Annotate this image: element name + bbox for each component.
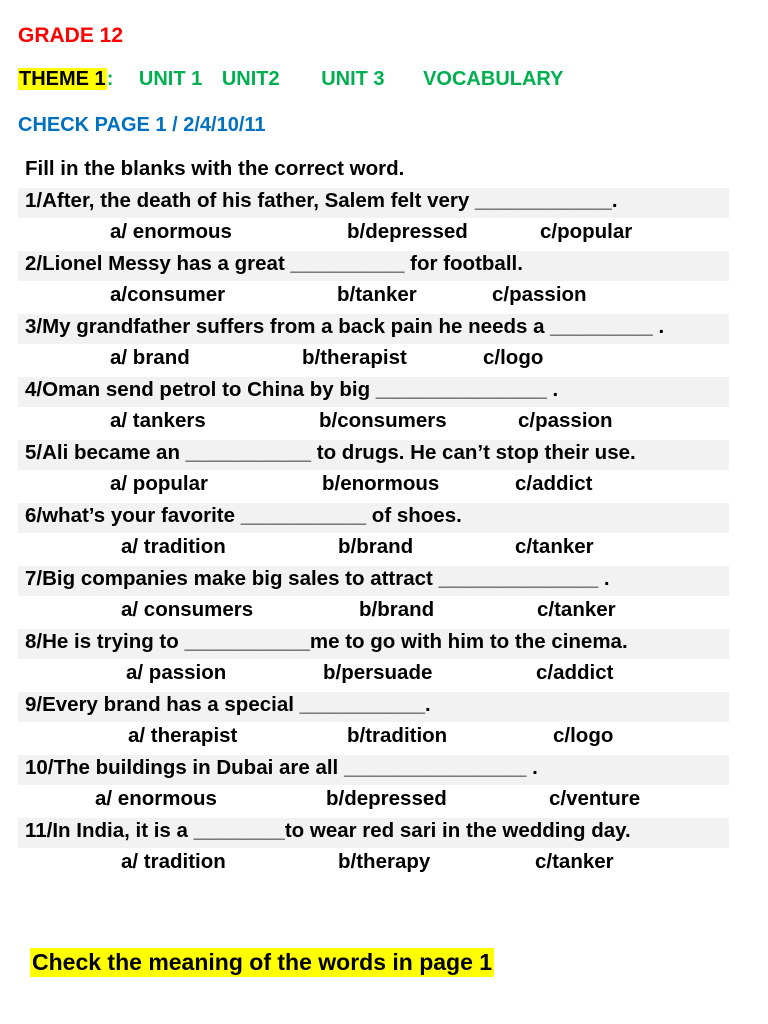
question-row <box>18 251 729 281</box>
answer-option-c: c/logo <box>553 724 614 747</box>
question-row <box>18 566 729 596</box>
answer-option-c: c/tanker <box>515 535 594 558</box>
theme-label: THEME 1 <box>19 68 106 90</box>
question-text: 4/Oman send petrol to China by big _______________ . <box>25 378 559 401</box>
answer-option-a: a/ therapist <box>128 724 238 747</box>
question-text: 6/what’s your favorite ___________ of shoes. <box>25 504 462 527</box>
question-text: 3/My grandfather suffers from a back pain he needs a _________ . <box>25 315 665 338</box>
unit-1: UNIT 1 <box>138 68 203 90</box>
question-row <box>18 440 729 470</box>
answer-option-a: a/consumer <box>110 283 226 306</box>
vocabulary-label: VOCABULARY <box>423 68 564 90</box>
answer-option-b: b/brand <box>359 598 435 621</box>
answer-option-b: b/tradition <box>347 724 448 747</box>
question-text: 11/In India, it is a ________to wear red sari in the wedding day. <box>25 819 631 842</box>
answer-option-b: b/tanker <box>337 283 417 306</box>
answer-option-b: b/therapy <box>338 850 431 873</box>
answer-option-b: b/depressed <box>326 787 447 810</box>
question-row <box>18 692 729 722</box>
grade-title: GRADE 12 <box>18 24 124 47</box>
answer-option-c: c/logo <box>483 346 544 369</box>
answer-option-a: a/ tankers <box>110 409 206 432</box>
answer-option-c: c/venture <box>549 787 641 810</box>
answer-option-a: a/ tradition <box>121 535 226 558</box>
question-row <box>18 188 729 218</box>
answer-option-a: a/ passion <box>126 661 227 684</box>
question-text: 2/Lionel Messy has a great __________ for football. <box>25 252 523 275</box>
theme-colon: : <box>106 68 114 90</box>
question-row <box>18 818 729 848</box>
answer-option-b: b/brand <box>338 535 414 558</box>
answer-option-a: a/ tradition <box>121 850 226 873</box>
unit-3: UNIT 3 <box>321 68 385 90</box>
answer-option-b: b/consumers <box>319 409 447 432</box>
question-row <box>18 629 729 659</box>
question-row <box>18 755 729 785</box>
answer-option-b: b/therapist <box>302 346 407 369</box>
answer-option-c: c/tanker <box>535 850 614 873</box>
answer-option-b: b/depressed <box>347 220 468 243</box>
question-row <box>18 377 729 407</box>
answer-option-a: a/ enormous <box>110 220 232 243</box>
unit-2: UNIT2 <box>221 68 280 90</box>
check-pages: CHECK PAGE 1 / 2/4/10/11 <box>18 114 266 136</box>
answer-option-c: c/addict <box>515 472 593 495</box>
question-text: 9/Every brand has a special ___________. <box>25 693 431 716</box>
question-text: 5/Ali became an ___________ to drugs. He can’t stop their use. <box>25 441 636 464</box>
answer-option-c: c/addict <box>536 661 614 684</box>
answer-option-b: b/persuade <box>323 661 433 684</box>
question-text: 8/He is trying to ___________me to go with him to the cinema. <box>25 630 628 653</box>
question-row <box>18 503 729 533</box>
answer-option-a: a/ consumers <box>121 598 254 621</box>
instruction: Fill in the blanks with the correct word. <box>25 157 405 180</box>
answer-option-a: a/ popular <box>110 472 208 495</box>
answer-option-c: c/passion <box>518 409 613 432</box>
answer-option-b: b/enormous <box>322 472 440 495</box>
answer-option-c: c/passion <box>492 283 587 306</box>
footer-note: Check the meaning of the words in page 1 <box>32 949 493 975</box>
answer-option-a: a/ enormous <box>95 787 217 810</box>
answer-option-c: c/popular <box>540 220 633 243</box>
theme-line <box>18 68 563 98</box>
answer-option-c: c/tanker <box>537 598 616 621</box>
question-text: 10/The buildings in Dubai are all ________________ . <box>25 756 538 779</box>
question-text: 1/After, the death of his father, Salem felt very ____________. <box>25 189 618 212</box>
answer-option-a: a/ brand <box>110 346 190 369</box>
question-row <box>18 314 729 344</box>
question-text: 7/Big companies make big sales to attract ______________ . <box>25 567 610 590</box>
